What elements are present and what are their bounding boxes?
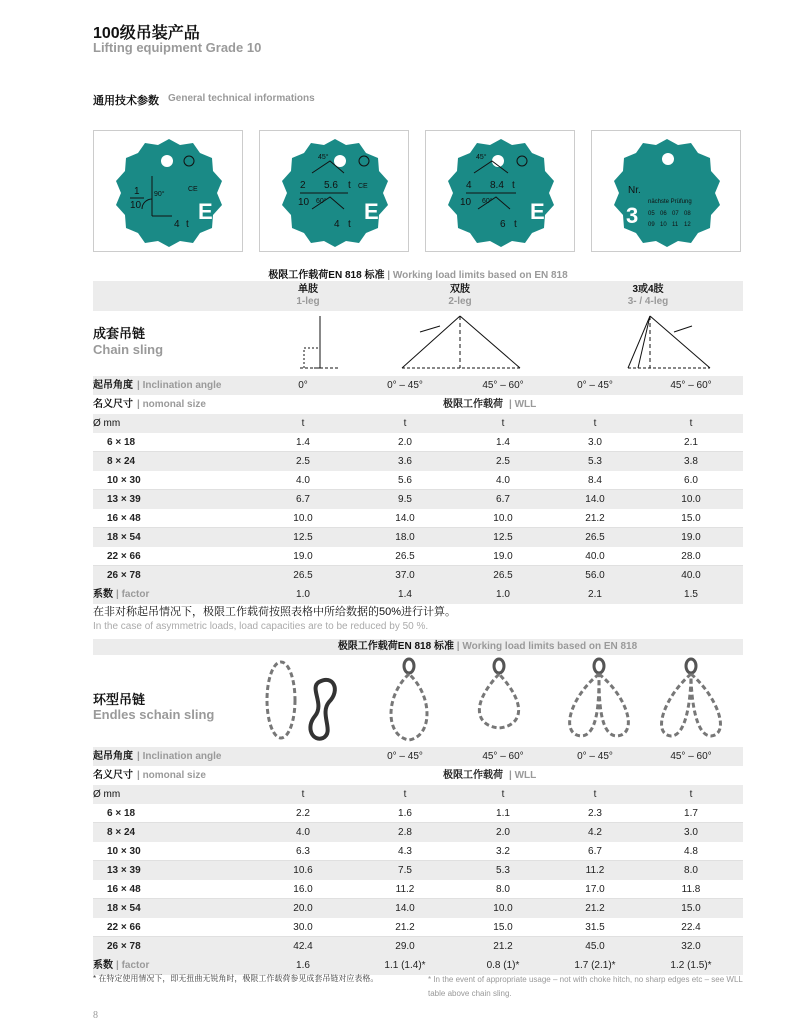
value-cell: 2.2 <box>296 808 310 819</box>
endless-sling-title: 环型吊链 <box>93 692 146 707</box>
leg-2: 双肢 2-leg <box>448 284 472 307</box>
value-cell: 1.7 <box>684 808 698 819</box>
value-cell: 21.2 <box>585 903 605 914</box>
value-cell: 20.0 <box>293 903 313 914</box>
angle-cell: 45° – 60° <box>482 751 524 762</box>
tag-frame-1 <box>93 130 243 252</box>
tag-text: 45° <box>318 154 329 161</box>
size-cell: 18 × 54 <box>107 903 141 914</box>
tag-text: 1 <box>134 186 140 197</box>
unit-label: Ø mm <box>93 789 121 800</box>
value-cell: 2.0 <box>496 827 510 838</box>
tag-text: 90° <box>154 191 165 198</box>
size-row <box>93 766 743 785</box>
table-row <box>93 918 743 937</box>
value-cell: 40.0 <box>681 570 701 581</box>
asymmetric-note-en: In the case of asymmetric loads, load capacities are to be reduced by 50 %. <box>93 621 429 632</box>
size-cell: 10 × 30 <box>107 846 141 857</box>
value-cell: 8.0 <box>684 865 698 876</box>
value-cell: 14.0 <box>395 903 415 914</box>
angle-cell: 0° – 45° <box>387 380 423 391</box>
value-cell: 32.0 <box>681 941 701 952</box>
angle-cell: 0° – 45° <box>387 751 423 762</box>
value-cell: 11.2 <box>395 884 415 895</box>
page-number: 8 <box>93 1010 98 1021</box>
factor-cell: 1.1 (1.4)* <box>384 960 426 971</box>
value-cell: 4.0 <box>296 827 310 838</box>
size-cell: 13 × 39 <box>107 865 141 876</box>
value-cell: 1.6 <box>398 808 412 819</box>
table-row <box>93 547 743 566</box>
angle-label: 起吊角度 | Inclination angle <box>93 380 222 391</box>
value-cell: 5.6 <box>398 475 412 486</box>
section-subtitle: General technical informations <box>168 93 315 104</box>
tag-text: 6 <box>500 219 506 230</box>
unit-label: Ø mm <box>93 418 121 429</box>
unit-cell: t <box>501 789 505 800</box>
value-cell: 2.5 <box>496 456 510 467</box>
value-cell: 11.8 <box>681 884 701 895</box>
size-cell: 26 × 78 <box>107 570 141 581</box>
value-cell: 2.5 <box>296 456 310 467</box>
section-title: 通用技术参数 <box>93 95 159 107</box>
wll-label: 极限工作载荷 | WLL <box>443 399 537 410</box>
value-cell: 26.5 <box>493 570 513 581</box>
tag-text: 10 <box>660 222 667 228</box>
tag-text: Nr. <box>628 185 641 196</box>
value-cell: 6.3 <box>296 846 310 857</box>
size-label: 名义尺寸 | nomonal size <box>93 770 206 781</box>
factor-cell: 0.8 (1)* <box>486 960 520 971</box>
tag-text: CE <box>358 183 368 190</box>
size-row <box>93 395 743 414</box>
value-cell: 45.0 <box>585 941 605 952</box>
value-cell: 3.0 <box>684 827 698 838</box>
tag-text: E <box>530 199 545 224</box>
value-cell: 29.0 <box>395 941 415 952</box>
tag-text: 10 <box>130 200 142 211</box>
size-label: 名义尺寸 | nomonal size <box>93 399 206 410</box>
unit-cell: t <box>593 418 597 429</box>
angle-row <box>93 747 743 766</box>
size-cell: 8 × 24 <box>107 827 136 838</box>
factor-cell: 1.0 <box>496 589 510 600</box>
tag-text: t <box>514 219 517 230</box>
unit-row <box>93 785 743 804</box>
unit-cell: t <box>301 418 305 429</box>
tag-text: 60° <box>316 198 327 205</box>
value-cell: 26.5 <box>293 570 313 581</box>
tag-text: E <box>364 199 379 224</box>
value-cell: 10.0 <box>493 903 513 914</box>
value-cell: 14.0 <box>585 494 605 505</box>
size-cell: 16 × 48 <box>107 884 141 895</box>
value-cell: 31.5 <box>585 922 605 933</box>
value-cell: 2.0 <box>398 437 412 448</box>
factor-cell: 1.2 (1.5)* <box>670 960 712 971</box>
value-cell: 28.0 <box>681 551 701 562</box>
table-row <box>93 433 743 452</box>
tag-text: E <box>198 199 213 224</box>
table-row <box>93 842 743 861</box>
tag-text: t <box>348 180 351 191</box>
value-cell: 15.0 <box>681 903 701 914</box>
value-cell: 26.5 <box>585 532 605 543</box>
value-cell: 22.4 <box>681 922 701 933</box>
tag-frame-4 <box>591 130 741 252</box>
tag-text: 10 <box>460 197 472 208</box>
leg-1: 单肢 1-leg <box>296 284 320 307</box>
tag-text: 06 <box>660 211 667 217</box>
value-cell: 8.4 <box>588 475 602 486</box>
value-cell: 30.0 <box>293 922 313 933</box>
value-cell: 10.6 <box>293 865 313 876</box>
tag-text: 11 <box>672 222 679 228</box>
angle-cell: 45° – 60° <box>670 380 712 391</box>
unit-cell: t <box>403 789 407 800</box>
value-cell: 40.0 <box>585 551 605 562</box>
angle-cell: 0° <box>298 380 308 391</box>
table-row <box>93 490 743 509</box>
unit-row <box>93 414 743 433</box>
identification-tag-4 <box>592 131 742 253</box>
chain-sling-diagrams <box>290 312 730 374</box>
factor-row <box>93 585 743 604</box>
endless-chain-images <box>255 656 735 744</box>
tag-text: 45° <box>476 154 487 161</box>
tag-text: 2 <box>300 180 306 191</box>
value-cell: 9.5 <box>398 494 412 505</box>
angle-cell: 45° – 60° <box>670 751 712 762</box>
wll-label: 极限工作载荷 | WLL <box>443 770 537 781</box>
value-cell: 4.2 <box>588 827 602 838</box>
unit-cell: t <box>501 418 505 429</box>
factor-cell: 1.6 <box>296 960 310 971</box>
table-row <box>93 880 743 899</box>
angle-cell: 0° – 45° <box>577 751 613 762</box>
unit-cell: t <box>301 789 305 800</box>
value-cell: 11.2 <box>585 865 605 876</box>
chain-standard-header: 极限工作载荷EN 818 标准 | Working load limits based on EN 818 <box>268 270 568 281</box>
value-cell: 12.5 <box>293 532 313 543</box>
tag-text: 07 <box>672 211 679 217</box>
tag-text: 4 <box>466 180 472 191</box>
size-cell: 8 × 24 <box>107 456 136 467</box>
size-cell: 6 × 18 <box>107 437 136 448</box>
value-cell: 3.0 <box>588 437 602 448</box>
size-cell: 22 × 66 <box>107 922 141 933</box>
value-cell: 10.0 <box>681 494 701 505</box>
value-cell: 8.0 <box>496 884 510 895</box>
value-cell: 17.0 <box>585 884 605 895</box>
table-row <box>93 823 743 842</box>
value-cell: 21.2 <box>493 941 513 952</box>
footnote-cn: * 在特定使用情况下，即无扭曲无锐角时，极限工作载荷参见成套吊链对应表格。 <box>93 974 379 983</box>
size-cell: 6 × 18 <box>107 808 136 819</box>
value-cell: 5.3 <box>496 865 510 876</box>
footnote-en: * In the event of appropriate usage – not with choke hitch, no sharp edges etc – see WLL table above chain sling. <box>428 975 743 998</box>
size-cell: 26 × 78 <box>107 941 141 952</box>
value-cell: 18.0 <box>395 532 415 543</box>
table-row <box>93 452 743 471</box>
value-cell: 16.0 <box>293 884 313 895</box>
value-cell: 4.8 <box>684 846 698 857</box>
value-cell: 2.3 <box>588 808 602 819</box>
tag-frame-2 <box>259 130 409 252</box>
value-cell: 2.8 <box>398 827 412 838</box>
identification-tag-3 <box>426 131 576 253</box>
value-cell: 6.7 <box>588 846 602 857</box>
factor-label: 系数 | factor <box>93 960 150 971</box>
value-cell: 4.0 <box>496 475 510 486</box>
value-cell: 15.0 <box>681 513 701 524</box>
chain-sling-title: 成套吊链 <box>93 326 146 341</box>
factor-cell: 1.5 <box>684 589 698 600</box>
asymmetric-note-cn: 在非对称起吊情况下，极限工作载荷按照表格中所给数据的50%进行计算。 <box>93 606 457 618</box>
identification-tag-2 <box>260 131 410 253</box>
table-row <box>93 804 743 823</box>
tag-text: t <box>348 219 351 230</box>
value-cell: 10.0 <box>293 513 313 524</box>
value-cell: 15.0 <box>493 922 513 933</box>
tag-text: 4 <box>334 219 340 230</box>
value-cell: 1.1 <box>496 808 510 819</box>
tag-text: t <box>186 219 189 230</box>
leg-3-4: 3或4肢 3- / 4-leg <box>627 284 669 307</box>
table-row <box>93 937 743 956</box>
value-cell: 56.0 <box>585 570 605 581</box>
endless-sling-subtitle: Endles schain sling <box>93 707 215 722</box>
value-cell: 26.5 <box>395 551 415 562</box>
value-cell: 6.7 <box>496 494 510 505</box>
table-row <box>93 471 743 490</box>
unit-cell: t <box>689 789 693 800</box>
endless-standard-header: 极限工作载荷EN 818 标准 | Working load limits based on EN 818 <box>232 639 743 655</box>
tag-text: 12 <box>684 222 691 228</box>
tag-text: 08 <box>684 211 691 217</box>
chain-sling-subtitle: Chain sling <box>93 342 164 357</box>
tag-text: nächste Prüfung <box>648 199 692 205</box>
page-subtitle: Lifting equipment Grade 10 <box>93 40 262 55</box>
endless-header-band-left <box>93 639 232 655</box>
table-row <box>93 899 743 918</box>
value-cell: 5.3 <box>588 456 602 467</box>
tag-text: 4 <box>174 219 180 230</box>
value-cell: 7.5 <box>398 865 412 876</box>
value-cell: 10.0 <box>493 513 513 524</box>
angle-cell: 45° – 60° <box>482 380 524 391</box>
value-cell: 19.0 <box>681 532 701 543</box>
tag-text: CE <box>188 186 198 193</box>
table-row <box>93 528 743 547</box>
size-cell: 22 × 66 <box>107 551 141 562</box>
value-cell: 2.1 <box>684 437 698 448</box>
size-cell: 18 × 54 <box>107 532 141 543</box>
value-cell: 6.7 <box>296 494 310 505</box>
unit-cell: t <box>593 789 597 800</box>
value-cell: 21.2 <box>395 922 415 933</box>
value-cell: 1.4 <box>296 437 310 448</box>
value-cell: 19.0 <box>293 551 313 562</box>
value-cell: 37.0 <box>395 570 415 581</box>
tag-shape <box>116 139 222 247</box>
unit-cell: t <box>689 418 693 429</box>
value-cell: 4.0 <box>296 475 310 486</box>
tag-text: 5.6 <box>324 180 338 191</box>
value-cell: 3.8 <box>684 456 698 467</box>
tag-text: 10 <box>298 197 310 208</box>
value-cell: 4.3 <box>398 846 412 857</box>
size-cell: 16 × 48 <box>107 513 141 524</box>
factor-label: 系数 | factor <box>93 589 150 600</box>
value-cell: 12.5 <box>493 532 513 543</box>
tag-text: 05 <box>648 211 655 217</box>
factor-cell: 1.4 <box>398 589 412 600</box>
table-row <box>93 509 743 528</box>
size-cell: 10 × 30 <box>107 475 141 486</box>
value-cell: 3.6 <box>398 456 412 467</box>
unit-cell: t <box>403 418 407 429</box>
size-cell: 13 × 39 <box>107 494 141 505</box>
value-cell: 3.2 <box>496 846 510 857</box>
factor-cell: 1.7 (2.1)* <box>574 960 616 971</box>
table-row <box>93 861 743 880</box>
value-cell: 19.0 <box>493 551 513 562</box>
angle-row <box>93 376 743 395</box>
tag-text: 09 <box>648 222 655 228</box>
value-cell: 6.0 <box>684 475 698 486</box>
tag-text: 8.4 <box>490 180 504 191</box>
tag-frame-3 <box>425 130 575 252</box>
tag-text: t <box>512 180 515 191</box>
angle-label: 起吊角度 | Inclination angle <box>93 751 222 762</box>
value-cell: 14.0 <box>395 513 415 524</box>
tag-text: 60° <box>482 198 493 205</box>
leg-header-row <box>93 281 743 311</box>
value-cell: 1.4 <box>496 437 510 448</box>
factor-cell: 1.0 <box>296 589 310 600</box>
factor-cell: 2.1 <box>588 589 602 600</box>
value-cell: 21.2 <box>585 513 605 524</box>
table-row <box>93 566 743 585</box>
tag-text: 3 <box>626 203 639 228</box>
angle-cell: 0° – 45° <box>577 380 613 391</box>
page-title: 100级吊装产品 <box>93 25 200 42</box>
identification-tag-1 <box>94 131 244 253</box>
value-cell: 42.4 <box>293 941 313 952</box>
